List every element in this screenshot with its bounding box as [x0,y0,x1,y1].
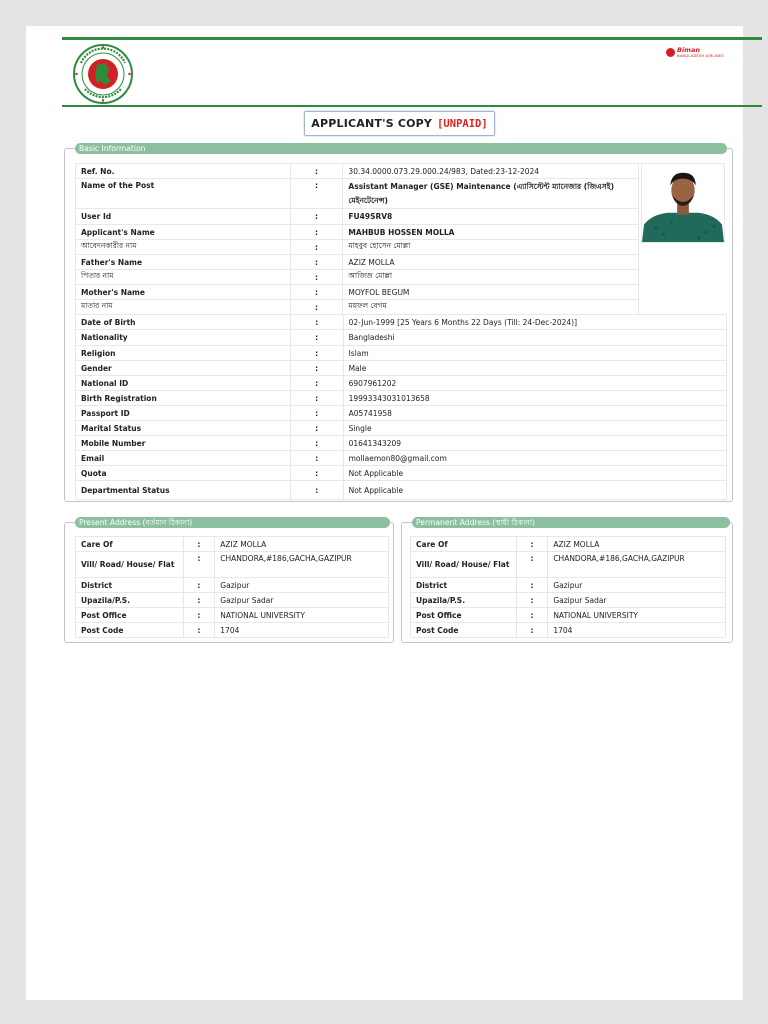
present-care-of-value: AZIZ MOLLA [215,537,389,552]
table-row [76,376,727,391]
separator: : [290,209,343,225]
quota-label: Quota [76,466,291,481]
marital-status-value: Single [343,421,726,436]
departmental-status-value: Not Applicable [343,481,726,500]
quota-value: Not Applicable [343,466,726,481]
table-row [411,593,726,608]
applicant-name-value: MAHBUB HOSSEN MOLLA [343,225,639,240]
national-id-value: 6907961202 [343,376,726,391]
table-row [76,300,639,315]
biman-logo-name: Biman [677,46,700,54]
page-title [304,111,495,136]
gender-value: Male [343,361,726,376]
header-top-rule [62,37,762,40]
mother-name-value: MOYFOL BEGUM [343,285,639,300]
separator: : [290,179,343,209]
separator: : [290,285,343,300]
religion-label: Religion [76,346,291,361]
header-bottom-rule [62,105,762,107]
separator: : [290,466,343,481]
applicant-name-bn-value: মাহবুব হোসেন মোল্লা [343,240,639,255]
present-address-legend: Present Address (বর্তমান ঠিকানা) [75,517,390,528]
separator: : [290,270,343,285]
nationality-label: Nationality [76,330,291,346]
father-name-label: Father's Name [76,255,291,270]
present-vill-value: CHANDORA,#186,GACHA,GAZIPUR [215,552,389,578]
present-upazila-value: Gazipur Sadar [215,593,389,608]
separator: : [290,451,343,466]
permanent-vill-value: CHANDORA,#186,GACHA,GAZIPUR [548,552,726,578]
biman-emblem-icon [666,48,675,57]
separator: : [516,623,548,638]
separator: : [183,623,215,638]
separator: : [290,225,343,240]
government-seal-icon [67,43,139,105]
nationality-value: Bangladeshi [343,330,726,346]
permanent-care-of-label: Care Of [411,537,517,552]
basic-information-legend: Basic Information [75,143,727,154]
page-title-text: APPLICANT'S COPY [311,117,433,130]
permanent-vill-label: Vill/ Road/ House/ Flat [411,552,517,578]
email-value: mollaemon80@gmail.com [343,451,726,466]
table-row [76,179,639,209]
biman-logo-subtitle: BANGLADESH AIRLINES [677,52,724,58]
separator: : [290,255,343,270]
table-row [76,209,639,225]
applicant-copy-page [26,26,743,1000]
birth-registration-label: Birth Registration [76,391,291,406]
table-row [411,608,726,623]
permanent-upazila-value: Gazipur Sadar [548,593,726,608]
separator: : [516,578,548,593]
separator: : [183,552,215,578]
passport-id-label: Passport ID [76,406,291,421]
table-row [76,537,389,552]
table-row [76,164,639,179]
post-name-value: Assistant Manager (GSE) Maintenance (এ্যাসিস্টেন্ট ম্যানেজার (জিএসই) মেইনটেনেন্স) [343,179,639,209]
ref-no-label: Ref. No. [76,164,291,179]
permanent-post-code-value: 1704 [548,623,726,638]
father-name-bn-value: আজিজ মোল্লা [343,270,639,285]
separator: : [516,593,548,608]
ref-no-value: 30.34.0000.073.29.000.24/983, Dated:23-12-2024 [343,164,639,179]
separator: : [290,376,343,391]
present-address-table [75,536,389,638]
separator: : [290,330,343,346]
table-row [76,285,639,300]
user-id-label: User Id [76,209,291,225]
passport-id-value: A05741958 [343,406,726,421]
permanent-district-label: District [411,578,517,593]
table-row [76,361,727,376]
father-name-value: AZIZ MOLLA [343,255,639,270]
father-name-bn-label: পিতার নাম [76,270,291,285]
separator: : [290,421,343,436]
permanent-upazila-label: Upazila/P.S. [411,593,517,608]
birth-registration-value: 19993343031013658 [343,391,726,406]
table-row [76,225,639,240]
gender-label: Gender [76,361,291,376]
permanent-address-table [410,536,726,638]
table-row [76,391,727,406]
table-row [76,451,727,466]
present-vill-label: Vill/ Road/ House/ Flat [76,552,184,578]
mother-name-bn-label: মাতার নাম [76,300,291,315]
table-row [76,330,727,346]
table-row [76,255,639,270]
payment-status-badge: [UNPAID] [437,117,488,130]
permanent-address-legend: Permanent Address (স্থায়ী ঠিকানা) [412,517,730,528]
national-id-label: National ID [76,376,291,391]
separator: : [516,537,548,552]
table-row [411,578,726,593]
present-upazila-label: Upazila/P.S. [76,593,184,608]
separator: : [290,391,343,406]
religion-value: Islam [343,346,726,361]
table-row [76,481,727,500]
permanent-care-of-value: AZIZ MOLLA [548,537,726,552]
present-district-value: Gazipur [215,578,389,593]
permanent-post-code-label: Post Code [411,623,517,638]
table-row [76,578,389,593]
separator: : [290,406,343,421]
post-name-label: Name of the Post [76,179,291,209]
applicant-name-label: Applicant's Name [76,225,291,240]
table-row [411,552,726,578]
table-row [76,436,727,451]
table-row [76,346,727,361]
separator: : [290,300,343,315]
present-post-office-value: NATIONAL UNIVERSITY [215,608,389,623]
table-row [76,552,389,578]
table-row [76,240,639,255]
separator: : [290,361,343,376]
basic-information-table [75,163,639,315]
separator: : [516,608,548,623]
table-row [76,421,727,436]
permanent-post-office-label: Post Office [411,608,517,623]
separator: : [290,346,343,361]
separator: : [183,608,215,623]
mobile-number-label: Mobile Number [76,436,291,451]
mobile-number-value: 01641343209 [343,436,726,451]
mother-name-bn-value: ময়ফল বেগম [343,300,639,315]
separator: : [183,578,215,593]
permanent-post-office-value: NATIONAL UNIVERSITY [548,608,726,623]
table-row [76,406,727,421]
dob-value: 02-Jun-1999 [25 Years 6 Months 22 Days (Till: 24-Dec-2024)] [343,315,726,330]
table-row [411,537,726,552]
separator: : [183,593,215,608]
table-row [411,623,726,638]
separator: : [290,164,343,179]
separator: : [183,537,215,552]
mother-name-label: Mother's Name [76,285,291,300]
separator: : [290,240,343,255]
table-row [76,270,639,285]
separator: : [290,315,343,330]
user-id-value: FU49SRV8 [343,209,639,225]
present-post-office-label: Post Office [76,608,184,623]
applicant-name-bn-label: আবেদনকারীর নাম [76,240,291,255]
email-label: Email [76,451,291,466]
table-row [76,623,389,638]
table-row [76,315,727,330]
permanent-district-value: Gazipur [548,578,726,593]
basic-information-table-lower [75,314,727,500]
table-row [76,593,389,608]
biman-logo [666,47,724,57]
applicant-photo [641,163,725,243]
separator: : [290,481,343,500]
present-care-of-label: Care Of [76,537,184,552]
departmental-status-label: Departmental Status [76,481,291,500]
separator: : [516,552,548,578]
table-row [76,466,727,481]
table-row [76,608,389,623]
marital-status-label: Marital Status [76,421,291,436]
dob-label: Date of Birth [76,315,291,330]
separator: : [290,436,343,451]
present-post-code-value: 1704 [215,623,389,638]
present-district-label: District [76,578,184,593]
present-post-code-label: Post Code [76,623,184,638]
